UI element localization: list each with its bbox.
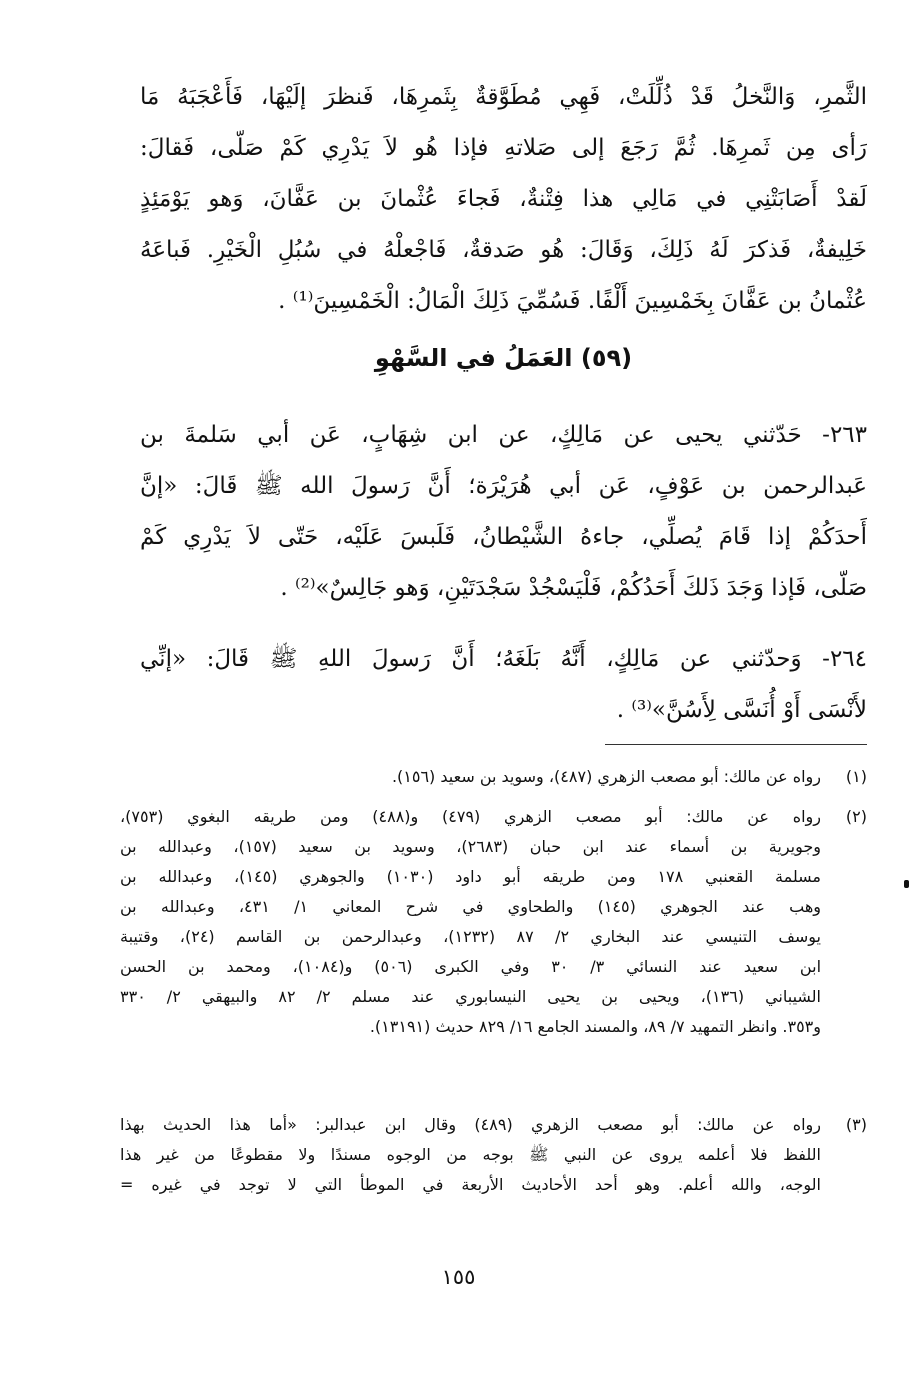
- text-line: ٢٦٤- وَحدّثني عن مَالِكٍ، أَنَّهُ بَلَغَهُ؛ أَنَّ رَسولَ اللهِ ﷺ قَالَ: «إنِّي: [140, 646, 867, 672]
- section-heading: (٥٩) العَمَلُ في السَّهْوِ: [374, 344, 633, 372]
- page-number: ١٥٥: [441, 1265, 476, 1289]
- footnote-line: الشيباني (١٣٦)، ويحيى بن يحيى النيسابوري عند مسلم ٢/ ٨٢ والبيهقي ٢/ ٣٣٠: [120, 987, 821, 1006]
- footnote-1: [120, 762, 867, 792]
- text-line: الثَّمرِ، وَالنَّخلُ قَدْ ذُلِّلَتْ، فَهِي مُطَوَّقةٌ بِثَمرِهَا، فَنظرَ إلَيْهَا، فَأَعْجَبَهُ مَا: [140, 84, 867, 110]
- text-line: عُثْمانُ بن عَفَّانَ بِخَمْسِينَ أَلْفًا. فَسُمِّيَ ذَلِكَ الْمَالُ: الْخَمْسِينَ⁽¹⁾ .: [278, 288, 867, 314]
- footnote-line: وجويرية بن أسماء عند ابن حبان (٢٦٨٣)، وسويد بن سعيد (١٥٧)، وعبدالله بن: [120, 837, 821, 856]
- footnote-line: الوجه، والله أعلم. وهو أحد الأحاديث الأربعة في الموطأ التي لا توجد في غيره =: [120, 1175, 821, 1194]
- text-line: ٢٦٣- حَدّثني يحيى عن مَالِكٍ، عن ابن شِهَابٍ، عَن أبي سَلمةَ بن: [140, 422, 867, 448]
- text-line: رَأى مِن ثَمرِهَا. ثُمَّ رَجَعَ إلى صَلاتهِ فإذا هُو لاَ يَدْرِي كَمْ صَلّى، فَقالَ:: [140, 135, 867, 161]
- hadith-263: [140, 410, 867, 614]
- footnote-2: [120, 802, 867, 1042]
- text-line: أَحدَكُمْ إذا قَامَ يُصلِّي، جاءهُ الشَّيْطانُ، فَلَبسَ عَلَيْه، حَتّى لاَ يَدْرِي كَمْ: [140, 524, 867, 550]
- footnote-line: رواه عن مالك: أبو مصعب الزهري (٤٧٩) و(٤٨٨) ومن طريقه البغوي (٧٥٣)،: [120, 807, 821, 826]
- footnote-line: اللفظ فلا أعلمه يروى عن النبي ﷺ بوجه من الوجوه مسندًا ولا مقطوعًا من غير هذا: [120, 1145, 821, 1164]
- text-line: لأَنْسَى أَوْ أُنَسَّى لِأَسُنَّ»⁽³⁾ .: [616, 697, 867, 723]
- text-line: صَلّى، فَإذا وَجَدَ ذَلكَ أَحَدُكُمْ، فَلْيَسْجُدْ سَجْدَتَيْنِ، وَهو جَالِسٌ»⁽²⁾ .: [280, 575, 867, 601]
- ink-mark: [904, 880, 909, 888]
- footnote-3: [120, 1110, 867, 1200]
- footnote-line: رواه عن مالك: أبو مصعب الزهري (٤٨٧)، وسويد بن سعيد (١٥٦).: [391, 767, 821, 786]
- footnote-line: رواه عن مالك: أبو مصعب الزهري (٤٨٩) وقال ابن عبدالبر: «أما هذا الحديث بهذا: [120, 1115, 821, 1134]
- footnote-line: ابن سعيد عند النسائي ٣/ ٣٠ وفي الكبرى (٥٠٦) و(١٠٨٤)، ومحمد بن الحسن: [120, 957, 821, 976]
- text-line: لَقدْ أَصَابَتْنِي في مَالِي هذا فِتْنةٌ، فَجاءَ عُثْمانَ بن عَفَّانَ، وَهو يَوْمَئِذٍ: [140, 186, 867, 212]
- text-line: عَبدالرحمن بن عَوْفٍ، عَن أبي هُرَيْرَة؛ أَنَّ رَسولَ الله ﷺ قَالَ: «إنَّ: [140, 473, 867, 499]
- hadith-264: [140, 634, 867, 736]
- footnote-line: مسلمة القعنبي ١٧٨ ومن طريقه أبو داود (١٠٣٠) والجوهري (١٤٥)، وعبدالله بن: [120, 867, 821, 886]
- footnote-line: و٣٥٣. وانظر التمهيد ٧/ ٨٩، والمسند الجامع ١٦/ ٨٢٩ حديث (١٣١٩١).: [369, 1017, 821, 1036]
- text-line: خَلِيفةٌ، فَذكرَ لَهُ ذَلِكَ، وَقَالَ: هُو صَدقةٌ، فَاجْعلْهُ في سُبُلِ الْخَيْرِ. فَباعَهُ: [140, 237, 867, 263]
- footnote-separator: [605, 744, 867, 745]
- top-paragraph: [140, 72, 867, 327]
- footnote-line: وهب عند الجوهري (١٤٥) والطحاوي في شرح المعاني ١/ ٤٣١، وعبدالله بن: [120, 897, 821, 916]
- footnote-line: يوسف التنيسي عند البخاري ٢/ ٨٧ (١٢٣٢)، وعبدالرحمن بن القاسم (٢٤)، وقتيبة: [120, 927, 821, 946]
- footnote-number: (١): [845, 767, 867, 786]
- footnote-number: (٢): [845, 807, 867, 826]
- footnote-number: (٣): [845, 1115, 867, 1134]
